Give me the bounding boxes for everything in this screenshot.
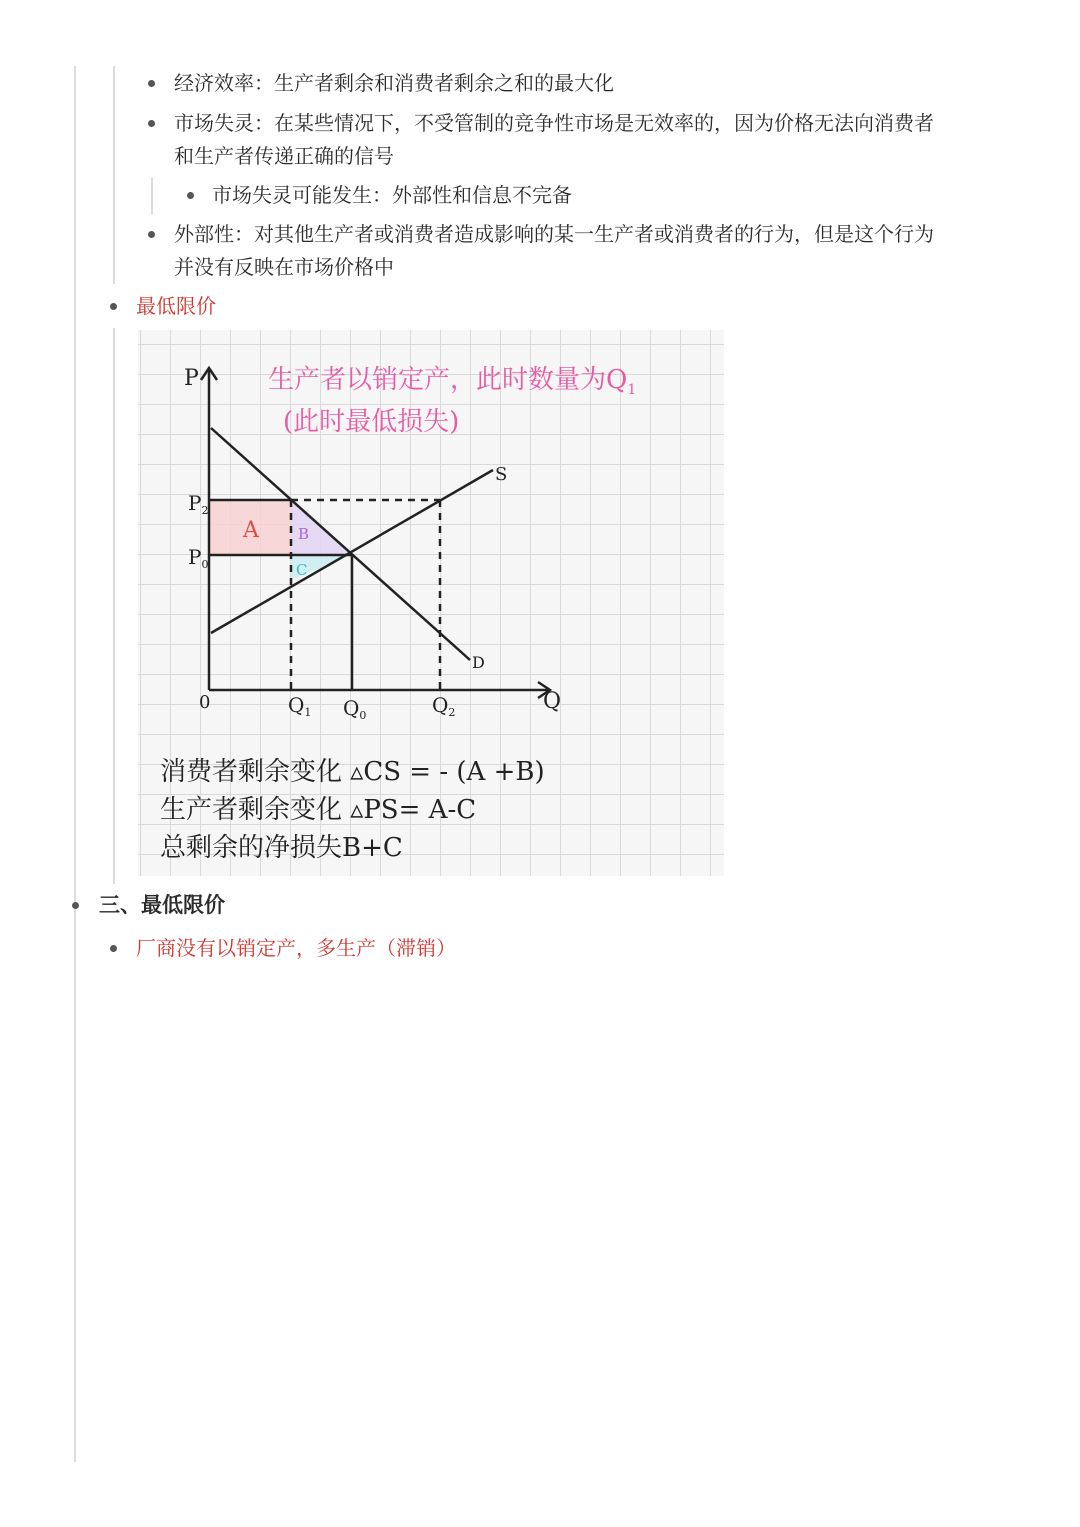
diagram-caption-line1: 生产者以销定产，此时数量为$Q_1$: [268, 365, 637, 398]
q0-label: $Q_0$: [343, 696, 367, 722]
list-item-externality-line2: 并没有反映在市场价格中: [174, 255, 394, 279]
section-heading: 三、最低限价: [99, 893, 225, 917]
q2-label: $Q_2$: [432, 693, 456, 719]
outline-guide-section: [74, 930, 76, 964]
bullet-dot: [148, 80, 155, 87]
bullet-dot: [110, 303, 117, 310]
price-floor-heading: 最低限价: [136, 294, 216, 318]
supply-label: S: [495, 464, 508, 485]
region-c-label: C: [296, 561, 308, 579]
bullet-dot: [148, 231, 155, 238]
demand-label: D: [472, 653, 485, 672]
bullet-dot: [72, 902, 79, 909]
outline-guide-level1: [74, 66, 76, 1462]
bullet-dot: [110, 945, 117, 952]
diagram-caption-line2: (此时最低损失): [283, 407, 460, 437]
outline-guide-level2: [113, 66, 115, 284]
p0-label: $P_0$: [188, 545, 209, 571]
bullet-dot: [187, 192, 194, 199]
list-item-externality-line1: 外部性：对其他生产者或消费者造成影响的某一生产者或消费者的行为，但是这个行为: [174, 222, 934, 246]
note-producer-surplus: 生产者剩余变化 ▵PS= A-C: [160, 795, 477, 825]
bullet-dot: [148, 120, 155, 127]
region-a-label: A: [243, 518, 259, 543]
note-deadweight-loss: 总剩余的净损失B+C: [160, 833, 403, 863]
price-floor-diagram: [138, 330, 724, 876]
note-consumer-surplus: 消费者剩余变化 ▵CS = - (A +B): [160, 757, 545, 787]
q-axis-label: Q: [543, 689, 562, 714]
p2-label: $P_2$: [188, 491, 209, 517]
list-item-market-failure-line1: 市场失灵：在某些情况下，不受管制的竞争性市场是无效率的，因为价格无法向消费者: [174, 111, 934, 135]
region-b-label: B: [298, 525, 310, 543]
q1-label: $Q_1$: [288, 693, 312, 719]
outline-guide-level2b: [113, 328, 115, 884]
list-item-market-failure-causes: 市场失灵可能发生：外部性和信息不完备: [212, 183, 572, 207]
section-item-oversupply: 厂商没有以销定产，多生产（滞销）: [136, 936, 456, 960]
outline-guide-level3: [151, 178, 153, 214]
list-item-market-failure-line2: 和生产者传递正确的信号: [174, 144, 394, 168]
p-axis-label: P: [184, 366, 199, 391]
origin-label: 0: [199, 692, 211, 713]
list-item-economic-efficiency: 经济效率：生产者剩余和消费者剩余之和的最大化: [174, 71, 614, 95]
